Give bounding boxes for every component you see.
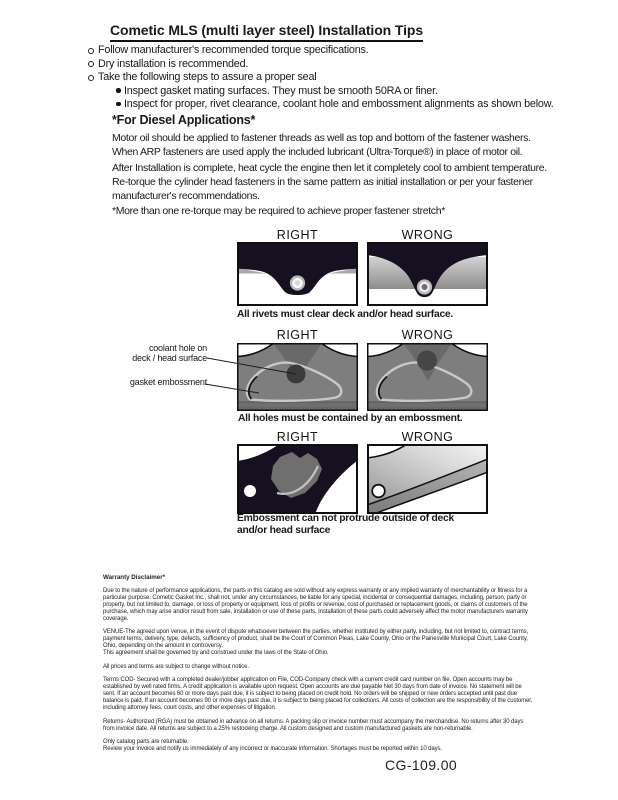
embossment-wrong-diagram — [367, 444, 488, 514]
embossment-right-illustration — [237, 444, 358, 514]
warranty-disclaimer-section — [103, 574, 533, 760]
bullet-dot-icon — [116, 88, 121, 93]
tip-item — [88, 58, 248, 70]
tip-text: Take the following steps to assure a proper seal — [98, 71, 317, 83]
wrong-label: WRONG — [401, 430, 454, 444]
callout-leader-lines — [200, 341, 305, 401]
gasket-embossment-callout: gasket embossment — [129, 376, 207, 387]
rivet-right-diagram — [237, 242, 358, 306]
legal-paragraph: Returns- Authorized (RGA) must be obtained in advance on all returns. A packing slip or invoice number must accompany the merchandise. No returns after 30 days from invoice date. All returns are subject to a 25% restocking charge. All custom designed and custom manufactured gaskets are non-returnable. — [103, 718, 524, 732]
bullet-circle-icon — [88, 48, 94, 54]
hole-caption: All holes must be contained by an embossment. — [238, 413, 463, 424]
retorque-note: *More than one re-torque may be required to achieve proper fastener stretch* — [112, 205, 445, 217]
tip-sub-item — [116, 98, 554, 110]
warranty-heading: Warranty Disclaimer* — [103, 574, 166, 581]
coolant-hole — [417, 350, 437, 370]
diesel-section-heading: *For Diesel Applications* — [112, 113, 256, 127]
rivet-caption: All rivets must clear deck and/or head surface. — [237, 309, 454, 320]
legal-paragraph: Only catalog parts are returnable. — [103, 739, 189, 745]
legal-paragraph: This agreement shall be governed by and construed under the laws of the State of Ohio. — [103, 650, 329, 656]
hole-wrong-illustration — [367, 343, 488, 411]
right-label: RIGHT — [276, 228, 319, 242]
rivet-wrong-diagram — [367, 242, 488, 306]
embossment-right-diagram — [237, 444, 358, 514]
rivet-right-illustration — [237, 242, 358, 306]
coolant-hole-callout: coolant hole on deck / head surface — [132, 343, 207, 363]
right-label: RIGHT — [276, 430, 319, 444]
right-label: RIGHT — [276, 328, 319, 342]
page-code: CG-109.00 — [385, 757, 458, 773]
embossment-wrong-illustration — [367, 444, 488, 514]
embossment-caption: Embossment can not protrude outside of deck and/or head surface — [237, 513, 454, 536]
legal-paragraph: Due to the nature of performance applications, the parts in this catalog are sold without any express warranty or any implied warranty of merchantability or fitness for a particular purpose. Cometic Gasket Inc., shall not, under any circumstances, be liable for any special, incidental or consequential damages, including, person, party or property, but not limited to, damage, or loss of property or equipment, loss of profits or revenue, cost of purchased or replacement goods, or claims of customers of the purchase, which may arise and/or result from sale, installation or use of these parts. Installation of these parts could adversely affect the motor manufacturers warranty coverage. — [103, 587, 528, 622]
bolt-hole — [244, 485, 256, 497]
rivet-wrong-illustration — [367, 242, 488, 306]
page-title: Cometic MLS (multi layer steel) Installation Tips — [110, 22, 423, 42]
bullet-circle-icon — [88, 75, 94, 81]
tip-sub-item — [116, 85, 438, 97]
tip-text: Follow manufacturer's recommended torque specifications. — [98, 44, 369, 56]
tip-item — [88, 44, 369, 56]
bullet-dot-icon — [116, 102, 121, 107]
legal-paragraph: Review your invoice and notify us immediately of any incorrect or inaccurate information. Shortages must be reported within 10 days. — [103, 746, 442, 752]
bolt-hole — [372, 485, 385, 498]
legal-paragraph: Terms COD- Secured with a completed dealer/jobber application on File, COD-Company check with a current credit card number on file. Open accounts may be established by well rated firms. A credit application is available upon request. Open accounts are due payable Net 30 days from date of invoice. No statement will be sent. If an account becomes 60 or more days past due, it is subject to being placed on credit hold. No orders will be shipped or new orders accepted until past due balance is paid. If an account becomes 90 or more days past due, it is subject to being placed for collections. All costs of collection are the responsibility of the customer, including attorney fees, court costs, and other expenses of litigation. — [103, 677, 533, 711]
hole-wrong-diagram — [367, 343, 488, 411]
tip-text: Dry installation is recommended. — [98, 57, 249, 70]
diesel-paragraph-2: After Installation is complete, heat cycle the engine then let it completely cool to ambient temperature. Re-torque the cylinder head fasteners in the same pattern as initial installation or per your fastener manufacturer's recommendations. — [112, 162, 547, 202]
legal-paragraph: All prices and terms are subject to change without notice. — [103, 663, 249, 670]
bullet-circle-icon — [88, 61, 94, 67]
diesel-paragraph-1: Motor oil should be applied to fastener threads as well as top and bottom of the fastener washers. When ARP fasteners are used apply the included lubricant (Ultra-Torque®) in place of motor oil. — [112, 132, 531, 158]
tip-text: Inspect gasket mating surfaces. They must be smooth 50RA or finer. — [124, 84, 438, 97]
tip-item — [88, 71, 316, 83]
legal-paragraph: VENUE-The agreed upon venue, in the event of dispute whatsoever between the parties, whether instituted by either party, including, but not limited to, contract terms, payment terms, delivery, type, defects, sufficiency of product, shall be the Court of Common Pleas, Lake County, Ohio or the Painesville Municipal Court, Lake County, Ohio, depending on the amount in controversy. — [103, 629, 529, 649]
wrong-label: WRONG — [401, 228, 454, 242]
wrong-label: WRONG — [401, 328, 454, 342]
tip-text: Inspect for proper, rivet clearance, coolant hole and embossment alignments as shown below. — [124, 98, 554, 110]
